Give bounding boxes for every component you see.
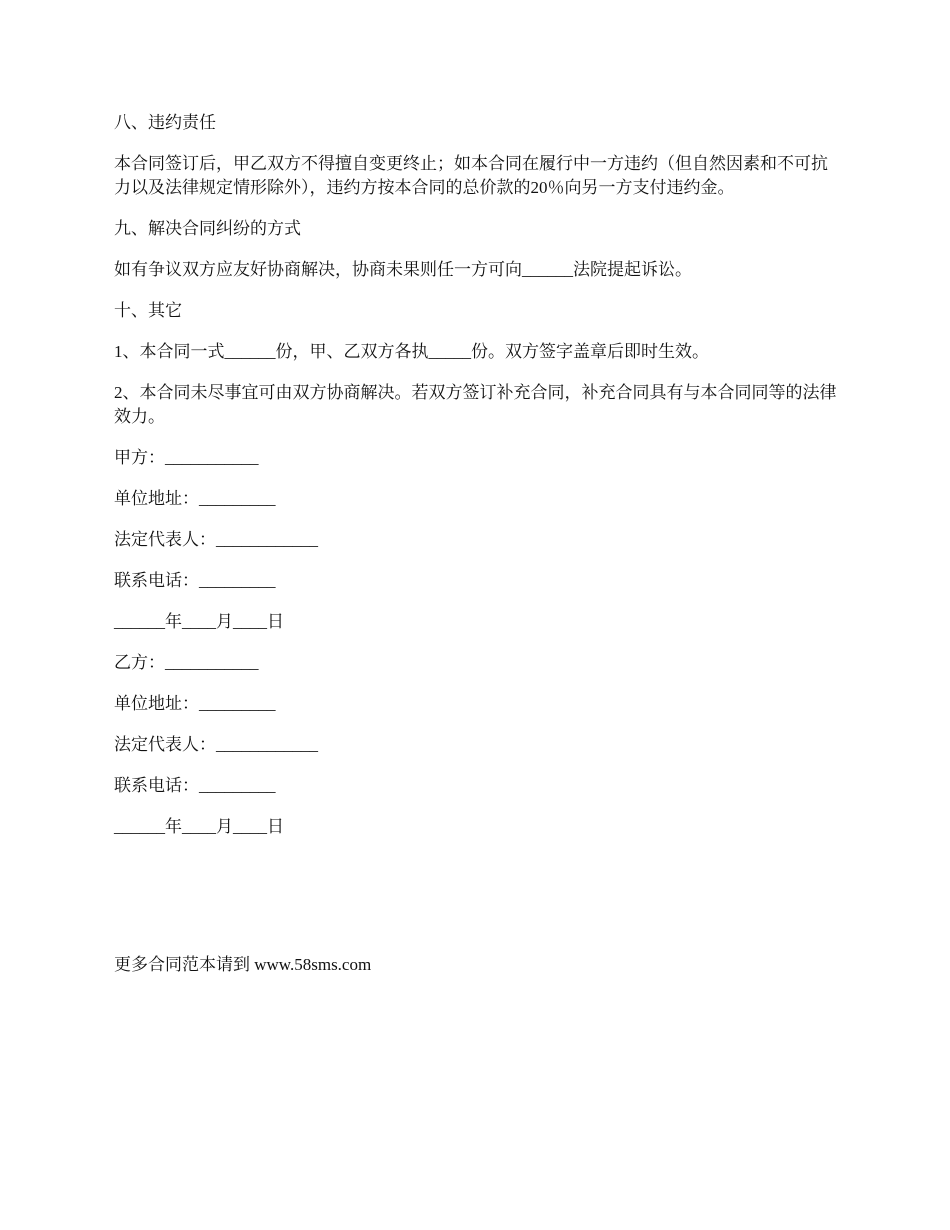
- party-a-date: ______年____月____日: [114, 612, 284, 631]
- section-body-breach: 本合同签订后，甲乙双方不得擅自变更终止；如本合同在履行中一方违约（但自然因素和不可抗力以及法律规定情形除外），违约方按本合同的总价款的20％向另一方支付违约金。: [114, 154, 828, 197]
- party-a-name: 甲方：___________: [114, 448, 259, 467]
- party-b-phone: 联系电话：_________: [114, 776, 276, 795]
- other-item-2: 2、本合同未尽事宜可由双方协商解决。若双方签订补充合同，补充合同具有与本合同同等的法律效力。: [114, 383, 837, 426]
- party-a-phone: 联系电话：_________: [114, 571, 276, 590]
- party-a-address: 单位地址：_________: [114, 489, 276, 508]
- contract-body: [114, 111, 844, 856]
- party-b-representative: 法定代表人：____________: [114, 735, 318, 754]
- section-heading-dispute: 九、解决合同纠纷的方式: [114, 219, 301, 238]
- other-item-1: 1、本合同一式______份，甲、乙双方各执_____份。双方签字盖章后即时生效。: [114, 342, 709, 361]
- section-body-dispute: 如有争议双方应友好协商解决，协商未果则任一方可向______法院提起诉讼。: [114, 260, 692, 279]
- section-heading-other: 十、其它: [114, 301, 182, 320]
- party-b-address: 单位地址：_________: [114, 694, 276, 713]
- footer-link-text: 更多合同范本请到 www.58sms.com: [114, 955, 372, 974]
- party-b-name: 乙方：___________: [114, 653, 259, 672]
- party-a-representative: 法定代表人：____________: [114, 530, 318, 549]
- party-b-date: ______年____月____日: [114, 817, 284, 836]
- section-heading-breach: 八、违约责任: [114, 113, 216, 132]
